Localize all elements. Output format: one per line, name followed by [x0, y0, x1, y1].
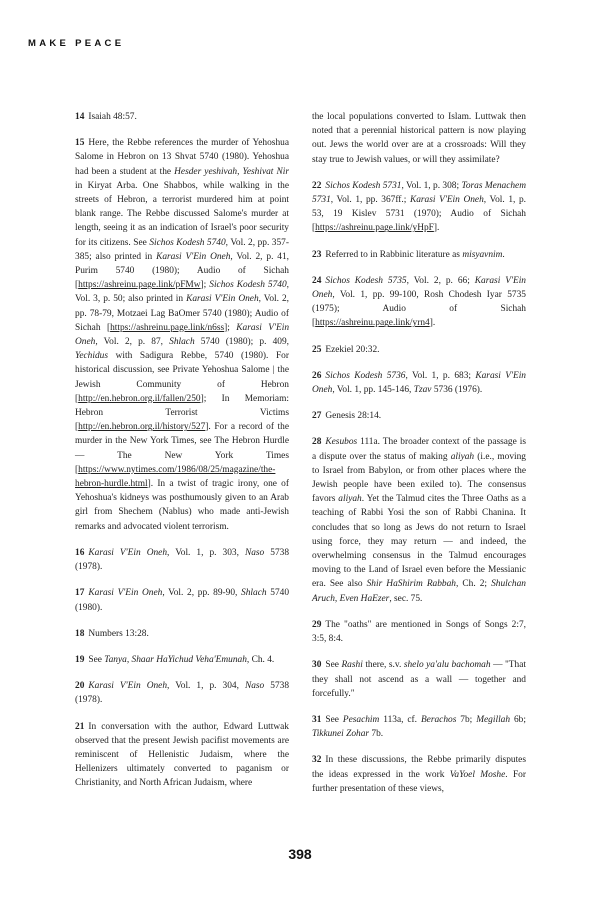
endnote-text: ]; In Memoriam: Hebron Terrorist Victims [ [75, 393, 289, 433]
endnote-link[interactable]: https://ashreinu.page.link/n6ss [110, 322, 225, 333]
endnote-text: Ezekiel 20:32. [325, 344, 380, 355]
endnote [75, 546, 289, 574]
endnote [75, 653, 289, 667]
endnote-citation-title: Karasi V'Ein Oneh [75, 322, 290, 348]
endnote-text: , Ch. 4. [246, 654, 275, 665]
endnote [312, 343, 526, 357]
endnote-number: 32 [312, 755, 322, 766]
endnote-citation-title: Megillah [476, 714, 511, 725]
endnote-citation-title: Karasi V'Ein Oneh [88, 547, 168, 558]
endnote-text: , Vol. 1, p. 683; [405, 370, 476, 381]
endnote-text: , Vol. 2, pp. 89-90, [162, 588, 242, 599]
endnote-number: 29 [312, 619, 322, 630]
endnote-citation-title: Karasi V'Ein Oneh [409, 195, 484, 206]
endnote-number: 18 [75, 628, 85, 639]
endnote [312, 274, 526, 331]
endnote-citation-title: Shulchan Aruch, Even HaEzer [312, 579, 526, 604]
endnote-citation-title: Tanya, Shaar HaYichud Veha'Emunah [104, 654, 247, 665]
endnote-text: 7b. [369, 729, 384, 740]
endnote-text: Here, the Rebbe references the murder of Yehoshua Salome in Hebron on 13 Shvat 5740 (1980). Yehoshua had been a student at the [75, 138, 289, 177]
endnote-citation-title: Shlach [169, 337, 195, 348]
endnote [312, 248, 526, 262]
endnote-text: there, s.v. [362, 660, 404, 671]
endnote-text: Numbers 13:28. [88, 628, 149, 639]
endnote-citation-title: Yechidus [75, 351, 108, 362]
endnote-number: 31 [312, 714, 322, 725]
endnote-citation-title: misyavnim [462, 249, 503, 260]
endnote-text: ]. In a twist of tragic irony, one of Yehoshua's kidneys was posthumously given to an Arab girl from Shechem (Nablus) who made anti-Jewish remarks and advocated violent terrorism. [75, 479, 289, 532]
endnote-link[interactable]: http://en.hebron.org.il/fallen/250 [78, 393, 201, 404]
endnote-text: Isaiah 48:57. [88, 112, 137, 122]
endnote-number: 15 [75, 138, 85, 149]
endnote-number: 19 [75, 654, 85, 665]
endnote-text: 113a, cf. [379, 714, 421, 725]
endnote-citation-title: Karasi V'Ein Oneh [312, 370, 526, 396]
endnote-text: ]. For a record of the murder in the New York Times, see The Hebron Hurdle — The New York Times [ [75, 422, 289, 475]
endnote-text: , Vol. 1, p. 308; [401, 180, 462, 191]
endnote-text: , Vol. 1, p. 53, 19 Kislev 5731 (1970); Audio of Sichah [ [312, 195, 526, 234]
endnote-text: Genesis 28:14. [325, 411, 382, 422]
endnote-text: 7b; [456, 714, 477, 725]
endnotes-left-column [75, 110, 289, 803]
endnote-text: , Vol. 1, p. 303, [167, 547, 245, 558]
endnote-citation-title: Karasi V'Ein Oneh [186, 294, 259, 305]
endnote-citation-title: Sichos Kodesh 5735 [325, 275, 407, 286]
endnote-text: (i.e., moving to Israel from Babylon, or from other places where the Jewish people have been exiled to). The consensus favors [312, 451, 526, 505]
endnote-text: ]. [433, 223, 440, 234]
endnote-number: 23 [312, 249, 322, 260]
endnote [312, 618, 526, 646]
endnote-text: , Vol. 2, pp. 78-79, Motzaei Lag BaOmer 5740 (1980); Audio of Sichah [ [75, 294, 290, 333]
endnote-number: 25 [312, 344, 322, 355]
endnote-number: 16 [75, 547, 85, 558]
endnote-text: 5738 (1978). [75, 681, 290, 706]
endnote-text: 5738 (1978). [75, 547, 290, 573]
endnote-citation-title: Naso [244, 681, 265, 692]
endnote-citation-title: Rashi [341, 660, 363, 671]
page-number: 398 [288, 846, 312, 862]
endnote-text: 6b; [510, 714, 526, 725]
endnote-text: . [502, 249, 505, 260]
endnote-citation-title: Karasi V'Ein Oneh [88, 681, 168, 692]
endnote-number: 27 [312, 411, 322, 422]
endnote-number: 20 [75, 681, 85, 692]
endnote-text: , Vol. 2, p. 66; [406, 275, 475, 286]
endnote-number: 28 [312, 437, 322, 448]
endnote-number: 26 [312, 370, 322, 381]
endnote-text: in Kiryat Arba. One Shabbos, while walking in the streets of Hebron, a terrorist murdered him at point blank range. The Rebbe discussed Salome's murder at length, seeing it as an indication of Israel's poor security for its citizens. See [75, 180, 289, 248]
endnote [75, 110, 289, 124]
endnote-text: In these discussions, the Rebbe primarily disputes the ideas expressed in the work [312, 755, 526, 780]
endnote [312, 409, 526, 423]
endnote-text: , sec. 75. [389, 593, 423, 604]
endnote [312, 713, 526, 741]
endnote-citation-title: Karasi V'Ein Oneh [312, 275, 526, 301]
endnote-number: 24 [312, 275, 322, 286]
endnote-link[interactable]: http://en.hebron.org.il/history/527 [78, 422, 206, 433]
endnote-text: 5736 (1976). [431, 385, 483, 396]
endnote-citation-title: Sichos Kodesh 5736 [325, 370, 406, 381]
endnote-text: See [88, 654, 105, 665]
endnote-citation-title: Shlach [241, 588, 267, 599]
endnote-number: 30 [312, 660, 322, 671]
endnote-text: with Sadigura Rebbe, 5740 (1980). For historical discussion, see Private Yehoshua Salome | the Jewish Community of Hebron [ [75, 351, 289, 404]
endnote-citation-title: Hesder yeshivah, Yeshivat Nir [174, 166, 289, 177]
endnote-link[interactable]: https://ashreinu.page.link/pFMw [78, 280, 201, 291]
endnote-text: , Vol. 2, p. 41, Purim 5740 (1980); Audio of Sichah [ [75, 251, 289, 291]
endnote-text: , Vol. 1, pp. 367ff.; [330, 195, 410, 206]
endnote [75, 720, 289, 791]
endnote-citation-title: aliyah [450, 451, 475, 462]
endnote [312, 435, 526, 605]
endnote-citation-title: Karasi V'Ein Oneh [156, 251, 231, 262]
endnotes-right-column [312, 110, 526, 808]
endnote-link[interactable]: https://www.nytimes.com/1986/08/25/magazine/the-hebron-hurdle.html [75, 464, 276, 490]
endnote-text: ]; [200, 280, 210, 291]
endnote-citation-title: Karasi V'Ein Oneh [88, 588, 163, 599]
endnote-text: Referred to in Rabbinic literature as [325, 249, 463, 260]
endnote [312, 369, 526, 397]
endnote-citation-title: aliyah [338, 494, 362, 505]
endnote-citation-title: Toras Menachem 5731 [312, 180, 526, 206]
endnote-text: — "That they shall not ascend as a wall — together and forcefully." [312, 660, 526, 699]
endnote-number: 22 [312, 180, 322, 191]
endnote-number: 14 [75, 112, 85, 122]
endnote-citation-title: Sichos Kodesh 5740 [209, 280, 287, 291]
endnote-text: the local populations converted to Islam. Luttwak then noted that a perennial historical pattern is now playing out. Jews the world over are at a crossroads: Will they stay true to Jewish values, or will they assimilate? [312, 112, 526, 165]
endnote-citation-title: VaYoel Moshe [449, 769, 506, 780]
endnote-citation-title: Tzav [413, 385, 432, 396]
endnote-citation-title: Pesachim [342, 714, 380, 725]
endnote-text: , Vol. 3, p. 50; also printed in [75, 280, 289, 305]
endnote [312, 658, 526, 701]
endnote-citation-title: Kesubos [325, 437, 358, 448]
endnote-text: , Vol. 2, pp. 357-385; also printed in [75, 237, 289, 262]
endnote-number: 21 [75, 721, 85, 732]
endnote-text: , Vol. 1, pp. 145-146, [332, 385, 414, 396]
endnote-text: , Vol. 1, p. 304, [167, 681, 245, 692]
endnote-citation-title: Berachos [420, 714, 457, 725]
endnote-citation-title: Naso [244, 547, 265, 558]
endnote-text: 111a. The broader context of the passage is a dispute over the status of making [312, 437, 526, 462]
endnote-citation-title: Sichos Kodesh 5740 [149, 237, 226, 248]
endnote [312, 110, 526, 167]
endnote-link[interactable]: https://ashreinu.page.link/yHpF [315, 223, 434, 234]
endnote [312, 753, 526, 796]
endnote-text: . For further presentation of these views, [312, 769, 526, 794]
endnote-text: See [325, 714, 343, 725]
endnote-text: See [325, 660, 342, 671]
endnote-text: , Ch. 2; [455, 579, 492, 590]
endnote [75, 627, 289, 641]
endnote-link[interactable]: https://ashreinu.page.link/yrn4 [315, 318, 430, 329]
endnote-citation-title: Tikkunei Zohar [312, 729, 370, 740]
endnote [75, 679, 289, 707]
endnote-text: The "oaths" are mentioned in Songs of Songs 2:7, 3:5, 8:4. [312, 619, 526, 645]
endnote-number: 17 [75, 588, 85, 599]
endnote-text: In conversation with the author, Edward Luttwak observed that the present Jewish pacifist movements are reminiscent of Hellenistic Judaism, where the Hellenizers ultimately converted to paganism or Christianity, and North African Judaism, where [75, 721, 289, 789]
endnote-text: . Yet the Talmud cites the Three Oaths as a teaching of Rabbi Yosi the son of Rabbi Chanina. It concludes that so long as Jews do not return to Israel using force, they may return — and indeed, the overwhelming consensus in the Talmud encourages moving to the Land of Israel even before the Messianic era. See also [312, 494, 526, 590]
running-header: MAKE PEACE [28, 38, 125, 49]
endnote-citation-title: Sichos Kodesh 5731 [325, 180, 402, 191]
endnote [312, 179, 526, 236]
endnote [75, 136, 289, 534]
endnote-text: 5740 (1980); p. 409, [194, 337, 289, 348]
endnote-citation-title: shelo ya'alu bachomah [403, 660, 491, 671]
endnote [75, 586, 289, 614]
endnote-text: ]. [429, 318, 436, 329]
endnote-text: ]; [224, 322, 237, 333]
endnote-text: , Vol. 2, p. 87, [95, 337, 170, 348]
endnote-citation-title: Shir HaShirim Rabbah [366, 579, 456, 590]
endnote-text: 5740 (1980). [75, 588, 290, 613]
endnote-text: , Vol. 1, pp. 99-100, Rosh Chodesh Iyar 5735 (1975); Audio of Sichah [ [312, 290, 526, 329]
